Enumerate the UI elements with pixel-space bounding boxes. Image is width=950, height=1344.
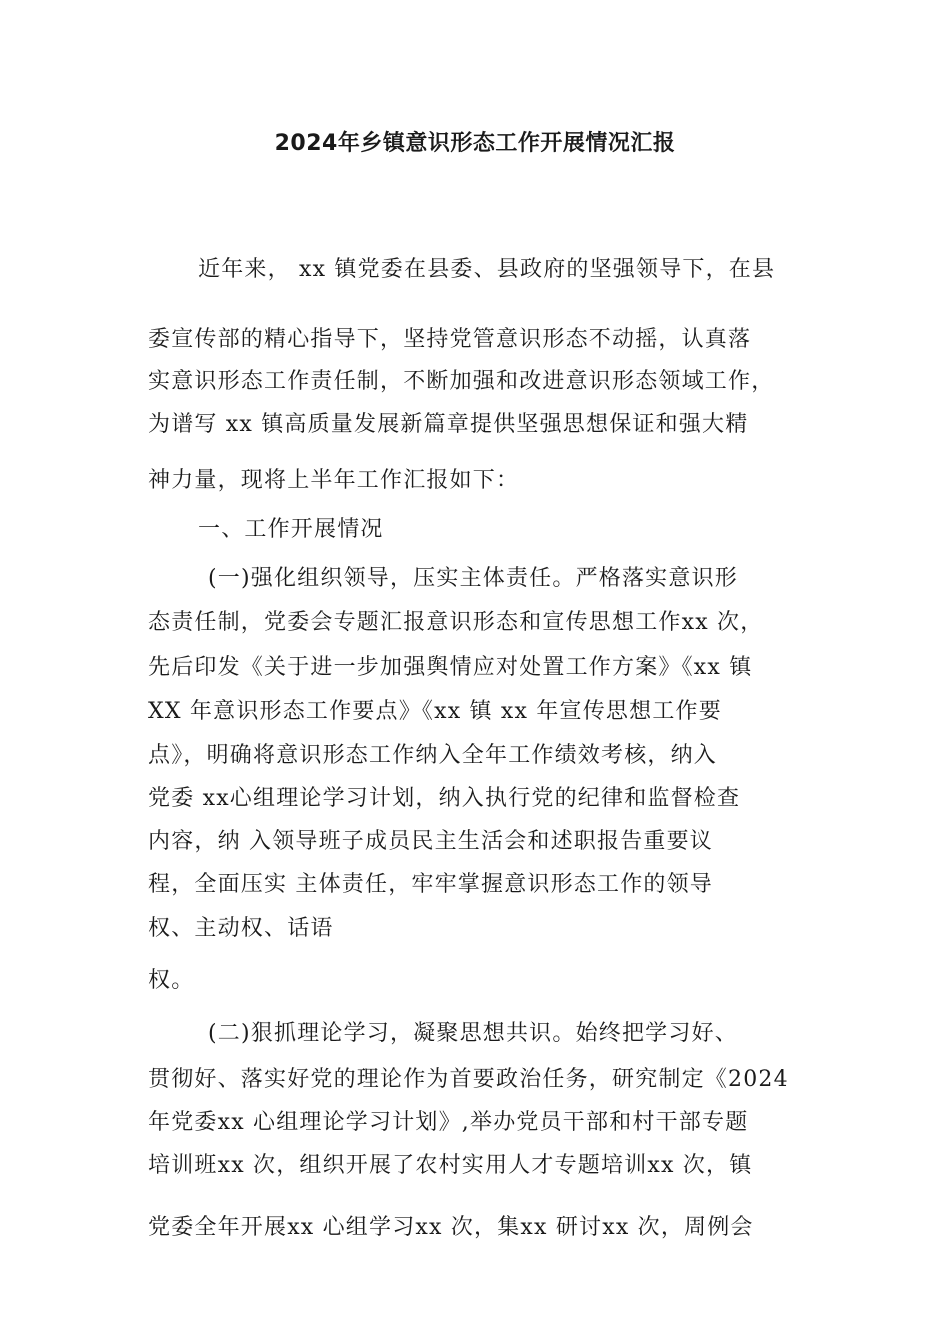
- paragraph-line: 委宣传部的精心指导下，坚持党管意识形态不动摇，认真落: [148, 327, 752, 352]
- paragraph-line: 程，全面压实 主体责任，牢牢掌握意识形态工作的领导: [148, 872, 713, 897]
- section-heading: 一、工作开展情况: [198, 517, 384, 542]
- paragraph-line: 党委全年开展xx 心组学习xx 次，集xx 研讨xx 次，周例会: [148, 1215, 754, 1240]
- paragraph-line: 近年来， xx 镇党委在县委、县政府的坚强领导下，在县: [198, 257, 776, 282]
- paragraph-line: 内容，纳 入领导班子成员民主生活会和述职报告重要议: [148, 829, 713, 854]
- paragraph-line: 态责任制，党委会专题汇报意识形态和宣传思想工作xx 次，: [148, 610, 764, 635]
- paragraph-line: 贯彻好、落实好党的理论作为首要政治任务，研究制定《2024: [148, 1067, 789, 1092]
- subsection-line: (二)狠抓理论学习，凝聚思想共识。始终把学习好、: [208, 1021, 738, 1046]
- paragraph-line: 实意识形态工作责任制，不断加强和改进意识形态领域工作，: [148, 369, 775, 394]
- paragraph-line: 点》，明确将意识形态工作纳入全年工作绩效考核，纳入: [148, 743, 718, 768]
- paragraph-line: 先后印发《关于进一步加强舆情应对处置工作方案》《xx 镇: [148, 655, 753, 680]
- paragraph-line: 权。: [148, 968, 195, 993]
- paragraph-line: 神力量，现将上半年工作汇报如下：: [148, 468, 520, 493]
- paragraph-line: 党委 xx心组理论学习计划，纳入执行党的纪律和监督检查: [148, 786, 741, 811]
- subsection-line: (一)强化组织领导，压实主体责任。严格落实意识形: [208, 566, 738, 591]
- paragraph-line: 权、主动权、话语: [148, 916, 334, 941]
- paragraph-line: XX 年意识形态工作要点》《xx 镇 xx 年宣传思想工作要: [148, 699, 722, 724]
- paragraph-line: 为谱写 xx 镇高质量发展新篇章提供坚强思想保证和强大精: [148, 412, 749, 437]
- paragraph-line: 培训班xx 次，组织开展了农村实用人才专题培训xx 次，镇: [148, 1153, 753, 1178]
- paragraph-line: 年党委xx 心组理论学习计划》,举办党员干部和村干部专题: [148, 1110, 749, 1135]
- document-title: 2024年乡镇意识形态工作开展情况汇报: [274, 131, 676, 156]
